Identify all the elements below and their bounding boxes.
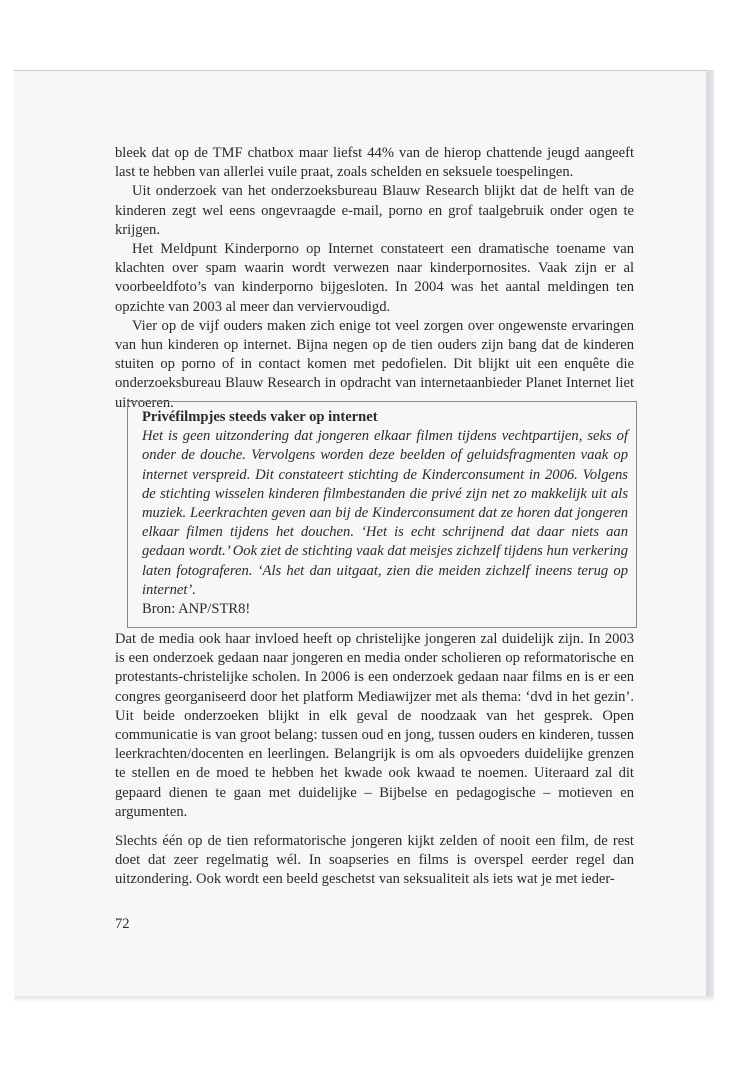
final-section <box>115 832 634 890</box>
box-body: Het is geen uitzondering dat jongeren elkaar filmen tijdens vechtpartijen, seks of onder de douche. Vervolgens worden deze beelden of geluidsfragmenten vaak op internet verspreid. Dit constateert stichting de Kinderconsument in 2006. Volgens de stichting wisselen kinderen filmbestanden die privé zijn net zo makkelijk uit als muziek. Leerkrachten geven aan bij de Kinderconsument dat ze horen dat jongeren elkaar filmen tijdens het douchen. ‘Het is echt schrijnend dat daar niets aan gedaan wordt.’ Ook ziet de stichting vaak dat meisjes zichzelf tijdens hun verkering laten fotograferen. ‘Als het dan uitgaat, zien die meiden zichzelf ineens terug op internet’. <box>142 428 628 598</box>
intro-section <box>115 144 634 413</box>
paragraph-intro-3: Het Meldpunt Kinderporno op Internet constateert een dramatische toename van klachten over spam waarin wordt verwezen naar kinderpornosites. Vaak zijn er al voorbeeldfoto’s van kinderporno bijgesloten. In 2004 was het aantal meldingen ten opzichte van 2003 al meer dan verviervoudigd. <box>115 241 634 315</box>
sidebar-box <box>127 401 637 628</box>
media-section <box>115 630 634 822</box>
page-edge-right <box>706 70 714 998</box>
box-title: Privéfilmpjes steeds vaker op internet <box>142 409 378 425</box>
page-number: 72 <box>115 916 130 932</box>
paragraph-final: Slechts één op de tien reformatorische jongeren kijkt zelden of nooit een film, de rest doet dat zeer regelmatig wél. In soapseries en films is overspel eerder regel dan uitzondering. Ook wordt een beeld geschetst van seksualiteit als iets wat je met ieder- <box>115 833 634 888</box>
box-source: Bron: ANP/STR8! <box>142 601 251 618</box>
paragraph-intro-2: Uit onderzoek van het onderzoeksbureau Blauw Research blijkt dat de helft van de kinderen zegt wel eens ongevraagde e-mail, porno en grof taalgebruik onder ogen te krijgen. <box>115 183 634 238</box>
paragraph-media: Dat de media ook haar invloed heeft op christelijke jongeren zal duidelijk zijn. In 2003 is een onderzoek gedaan naar jongeren en media onder scholieren op reformatorische en protestants-christelijke scholen. In 2006 is een onderzoek gedaan naar films en is er een congres georganiseerd door het platform Mediawijzer met als thema: ‘dvd in het gezin’. Uit beide onderzoeken blijkt in elk geval de noodzaak van het gesprek. Open communicatie is van groot belang: tussen oud en jong, tussen ouders en kinderen, tussen leerkrachten/docenten en leerlingen. Belangrijk is om als opvoeders duidelijke grenzen te stellen en de moed te hebben het kwade ook kwaad te noemen. Uiteraard zal dit gepaard dienen te gaan met duidelijke – Bijbelse en pedagogische – motieven en argumenten. <box>115 631 634 820</box>
paragraph-intro-4: Vier op de vijf ouders maken zich enige tot veel zorgen over ongewenste ervaringen van hun kinderen op internet. Bijna negen op de tien ouders zijn bang dat de kinderen stuiten op porno of in contact komen met pedofielen. Dit blijkt uit een enquête die onderzoeksbureau Blauw Research in opdracht van internetaanbieder Planet Internet liet uitvoeren. <box>115 317 634 411</box>
paragraph-intro-1: bleek dat op de TMF chatbox maar liefst 44% van de hierop chattende jeugd aangeeft last te hebben van allerlei vuile praat, zoals schelden en seksuele toespelingen. <box>115 145 634 181</box>
page-edge-bottom <box>14 996 714 1002</box>
